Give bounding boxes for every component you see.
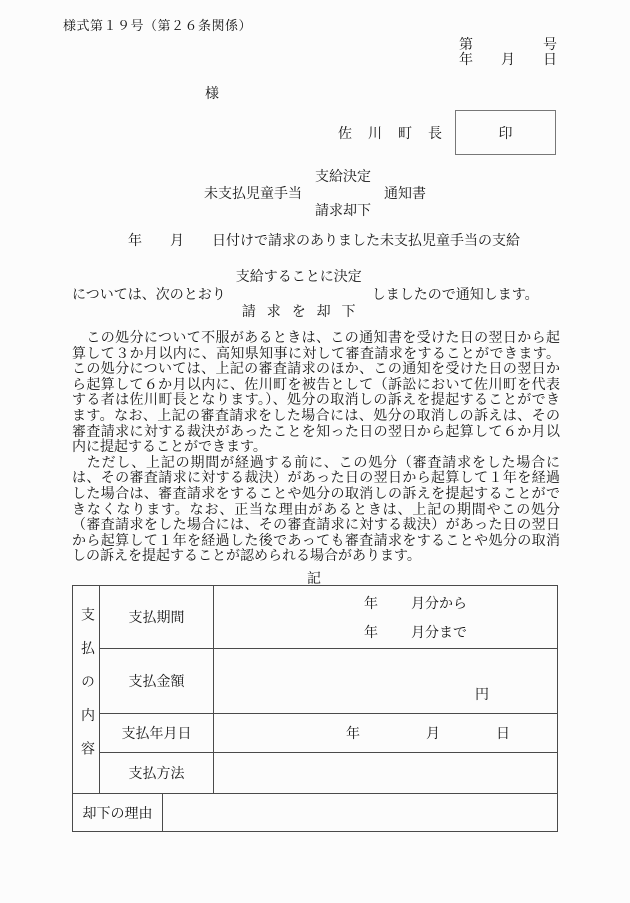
- row-payment-date-value: [214, 714, 557, 753]
- period-to-year-label: 年: [364, 625, 378, 641]
- amount-unit-yen: 円: [475, 688, 489, 703]
- row-payment-method-value: [214, 753, 557, 794]
- payment-date-month-label: 月: [426, 727, 440, 742]
- row-payment-period-value: [214, 586, 557, 649]
- title-subject: 未支払児童手当: [204, 187, 302, 202]
- row-payment-amount-value: [214, 649, 557, 714]
- payment-date-day-label: 日: [496, 727, 510, 742]
- opening-line-1: 年 月 日付けで請求のありました未支払児童手当の支給: [128, 234, 520, 249]
- opening-choice-stack: [235, 266, 367, 321]
- form-number: 様式第１９号（第２６条関係）: [63, 18, 253, 33]
- opening-suffix: しましたので通知します。: [371, 287, 539, 303]
- payment-date-year-label: 年: [346, 727, 360, 742]
- ki-heading: 記: [307, 572, 323, 587]
- row-rejection-reason-label: 却下の理由: [73, 794, 163, 831]
- seal-box: [455, 110, 556, 155]
- period-from-month-label: 月分から: [411, 596, 467, 612]
- opening-prefix: については、次のとおり: [72, 287, 226, 303]
- reference-number-line: 第 号: [459, 38, 557, 53]
- addressee-suffix: 様: [205, 87, 219, 102]
- row-payment-method-label: 支払方法: [100, 753, 214, 794]
- row-rejection-reason-value: [163, 794, 557, 831]
- row-payment-period-label: 支払期間: [100, 586, 214, 649]
- payment-period-to: [364, 622, 557, 642]
- period-from-year-label: 年: [364, 596, 378, 612]
- table-group-label: 支払の内容: [79, 606, 94, 775]
- opening-line-2: [72, 266, 539, 321]
- title-doc-type: 通知書: [384, 187, 426, 202]
- seal-label: 印: [498, 126, 513, 142]
- issue-date-line: 年 月 日: [459, 53, 557, 68]
- opening-choice-grant: 支給することに決定: [235, 270, 362, 285]
- payment-period-from: [364, 593, 557, 613]
- row-payment-date-label: 支払年月日: [100, 714, 214, 753]
- title-choice-reject: 請求却下: [315, 204, 371, 219]
- opening-choice-reject: 請求を却下: [241, 305, 367, 320]
- appeal-notice-paragraphs: [72, 331, 560, 565]
- document-title: [0, 166, 630, 220]
- appeal-paragraph-1: この処分について不服があるときは、この通知書を受けた日の翌日から起算して３か月以内に、高知県知事に対して審査請求をすることができます。この処分については、上記の審査請求のほか、この通知を受けた日の翌日から起算して６か月以内に、佐川町を被告として（訴訟において佐川町を代表する者は佐川町長となります。）、処分の取消しの訴えを提起することができます。なお、上記の審査請求をした場合には、処分の取消しの訴えは、その審査請求に対する裁決があったことを知った日の翌日から起算して６か月以内に提起することができます。: [72, 331, 560, 456]
- appeal-paragraph-2: ただし、上記の期間が経過する前に、この処分（審査請求をした場合には、その審査請求に対する裁決）があった日の翌日から起算して１年を経過した場合は、審査請求をすることや処分の取消しの訴えを提起することができなくなります。なお、正当な理由があるときは、上記の期間やこの処分（審査請求をした場合には、その審査請求に対する裁決）があった日の翌日から起算して１年を経過した後であっても審査請求をすることや処分の取消しの訴えを提起することが認められる場合があります。: [72, 455, 560, 565]
- header-number-date: [459, 38, 557, 68]
- title-choice-grant: 支給決定: [315, 170, 371, 185]
- payment-details-table: [72, 585, 558, 832]
- issuer-name: 佐 川 町 長: [338, 127, 443, 142]
- title-choice-stack: [315, 166, 371, 220]
- row-payment-amount-label: 支払金額: [100, 649, 214, 714]
- table-group-header: [73, 586, 100, 794]
- period-to-month-label: 月分まで: [411, 625, 467, 641]
